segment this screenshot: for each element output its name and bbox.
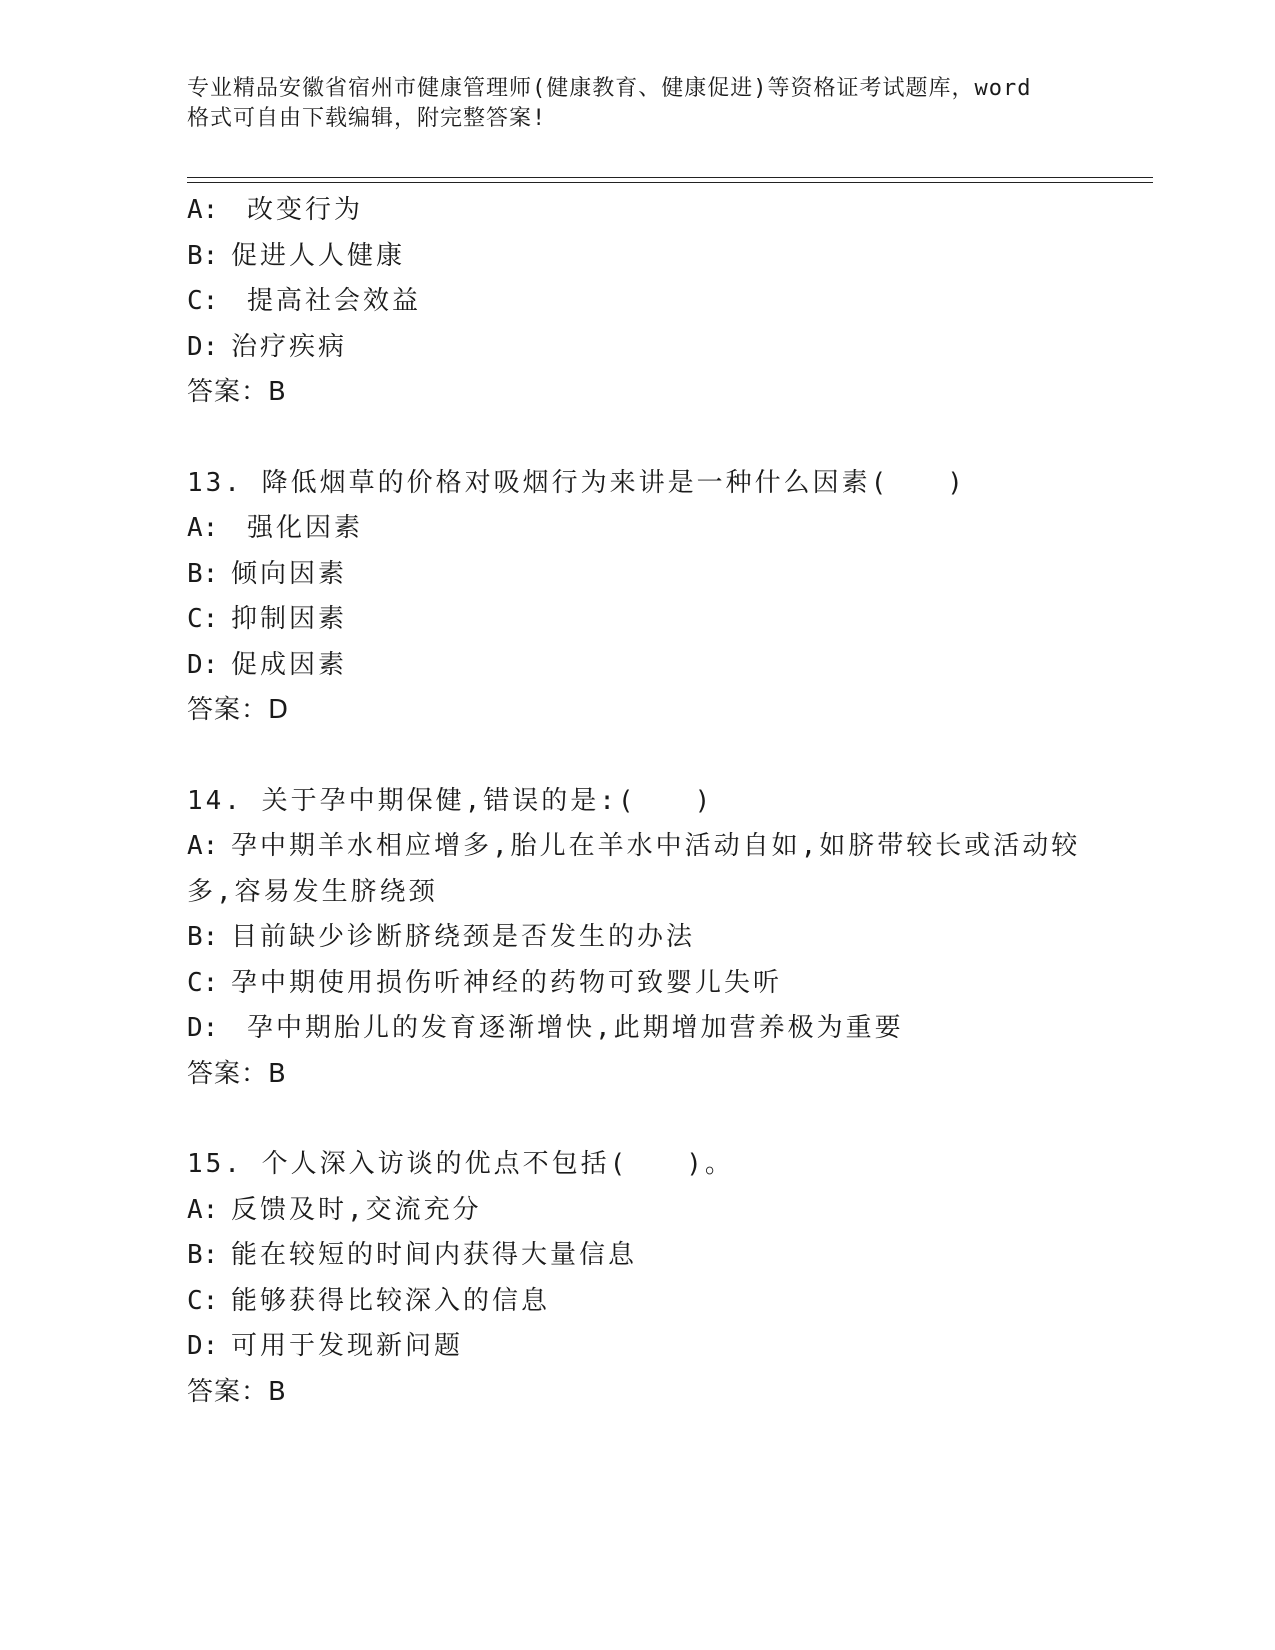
- question-stem: 13. 降低烟草的价格对吸烟行为来讲是一种什么因素( ): [187, 467, 966, 498]
- spacer: [187, 416, 1087, 461]
- option-label: D:: [187, 1013, 219, 1043]
- option-label: A:: [187, 831, 219, 861]
- header-line-1: 专业精品安徽省宿州市健康管理师(健康教育、健康促进)等资格证考试题库，word: [187, 76, 1032, 101]
- option-label: D:: [187, 331, 219, 362]
- option-label: A:: [187, 1194, 219, 1225]
- option-d: [187, 1324, 1087, 1370]
- option-c: [187, 961, 1087, 1007]
- option-text: 改变行为: [247, 195, 364, 225]
- question-block-12: [187, 188, 1087, 416]
- question-block-13: [187, 461, 1087, 734]
- option-c: [187, 279, 1087, 325]
- option-d: [187, 1006, 1087, 1052]
- option-label: A:: [187, 513, 219, 543]
- option-a: [187, 188, 1087, 234]
- option-label: C:: [187, 967, 219, 998]
- option-text: 孕中期胎儿的发育逐渐增快,此期增加营养极为重要: [247, 1013, 904, 1043]
- option-label: C:: [187, 1285, 219, 1316]
- option-label: C:: [187, 286, 219, 316]
- header-divider-top: [187, 177, 1153, 178]
- option-b: [187, 234, 1087, 280]
- option-label: B:: [187, 922, 219, 952]
- option-b: [187, 915, 1087, 961]
- option-a: [187, 506, 1087, 552]
- option-text: 孕中期使用损伤听神经的药物可致婴儿失听: [231, 967, 783, 998]
- option-text: 倾向因素: [231, 558, 348, 589]
- spacer: [187, 734, 1087, 779]
- option-text: 抑制因素: [231, 604, 348, 634]
- option-label: C:: [187, 604, 219, 634]
- option-c: [187, 1279, 1087, 1325]
- answer: 答案：B: [187, 1058, 287, 1089]
- option-d: [187, 325, 1087, 371]
- option-text: 能在较短的时间内获得大量信息: [231, 1240, 638, 1270]
- question-stem: 15. 个人深入访谈的优点不包括( )。: [187, 1149, 734, 1179]
- answer: 答案：B: [187, 1376, 287, 1407]
- option-text: 强化因素: [247, 513, 364, 543]
- option-text: 治疗疾病: [231, 331, 348, 362]
- option-text: 能够获得比较深入的信息: [231, 1285, 551, 1316]
- question-list: [187, 188, 1087, 1415]
- option-text: 目前缺少诊断脐绕颈是否发生的办法: [231, 922, 696, 952]
- option-b: [187, 1233, 1087, 1279]
- question-block-14: [187, 779, 1087, 1098]
- option-d: [187, 643, 1087, 689]
- option-a: [187, 824, 1087, 870]
- header-divider-bottom: [187, 182, 1153, 183]
- option-label: B:: [187, 240, 219, 271]
- option-label: D:: [187, 1331, 219, 1361]
- answer: 答案：D: [187, 695, 290, 725]
- option-text: 反馈及时,交流充分: [231, 1194, 482, 1225]
- option-b: [187, 552, 1087, 598]
- option-c: [187, 597, 1087, 643]
- header-line-2: 格式可自由下载编辑，附完整答案!: [187, 106, 547, 131]
- option-text: 可用于发现新问题: [231, 1331, 464, 1361]
- option-text: 提高社会效益: [247, 286, 422, 316]
- option-label: B:: [187, 1240, 219, 1270]
- option-label: A:: [187, 195, 219, 225]
- option-text: 孕中期羊水相应增多,胎儿在羊水中活动自如,如脐带较长或活动较: [231, 831, 1081, 861]
- answer: 答案：B: [187, 377, 287, 407]
- option-a: [187, 1188, 1087, 1234]
- document-header: [187, 74, 1087, 134]
- option-label: B:: [187, 558, 219, 589]
- option-text: 促成因素: [231, 649, 348, 680]
- question-stem: 14. 关于孕中期保健,错误的是:( ): [187, 785, 714, 816]
- spacer: [187, 1097, 1087, 1142]
- option-a-continued: 多,容易发生脐绕颈: [187, 876, 438, 907]
- question-block-15: [187, 1142, 1087, 1415]
- option-text: 促进人人健康: [231, 240, 406, 271]
- option-label: D:: [187, 649, 219, 680]
